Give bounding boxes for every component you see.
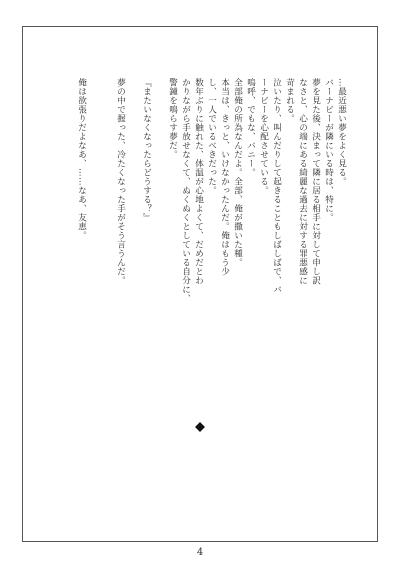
text-line-4: なさと、心の端にある綺麗な過去に対する罪悪感に: [297, 78, 308, 285]
text-line-11: し、一人でいるべきだった。: [206, 78, 217, 195]
text-line-3: 夢を見た後、決まって隣に居る相手に対して申し訳: [310, 78, 321, 285]
text-line-16: 『またいなくなったらどうする？』: [141, 78, 152, 222]
text-line-21: 俺は欲張りだよなあ、……なあ、友恵。: [76, 78, 87, 240]
text-line-2: バーナビーが隣にいる時は、特に。: [323, 78, 334, 222]
text-line-10: 本当は、きっと、いけなかったんだ。俺はもう少: [219, 78, 230, 276]
text-line-1: …最近悪い夢をよく見る。: [336, 78, 347, 186]
text-line-6: 泣いたり、叫んだりして起きることもしばしばで、バ: [271, 78, 282, 294]
page-number: 4: [196, 547, 204, 558]
text-line-9: 全部俺の所為なんだよ。全部、俺が撒いた種。: [232, 78, 243, 267]
text-line-18: 夢の中で握った、冷たくなった手がそう言うんだ。: [115, 78, 126, 285]
text-line-14: 警鐘を鳴らす夢だ。: [167, 78, 178, 159]
text-line-5: 苛まれる。: [284, 78, 295, 123]
text-line-8: 嗚呼、でもな、バニー。: [245, 78, 256, 177]
text-line-7: ーナビーを心配させている。: [258, 78, 269, 195]
text-line-12: 数年ぶりに触れた、体温が心地よくて、だめだとわ: [193, 78, 204, 285]
text-line-13: かりながら手放せなくて、ぬくぬくとしている自分に、: [180, 78, 191, 303]
